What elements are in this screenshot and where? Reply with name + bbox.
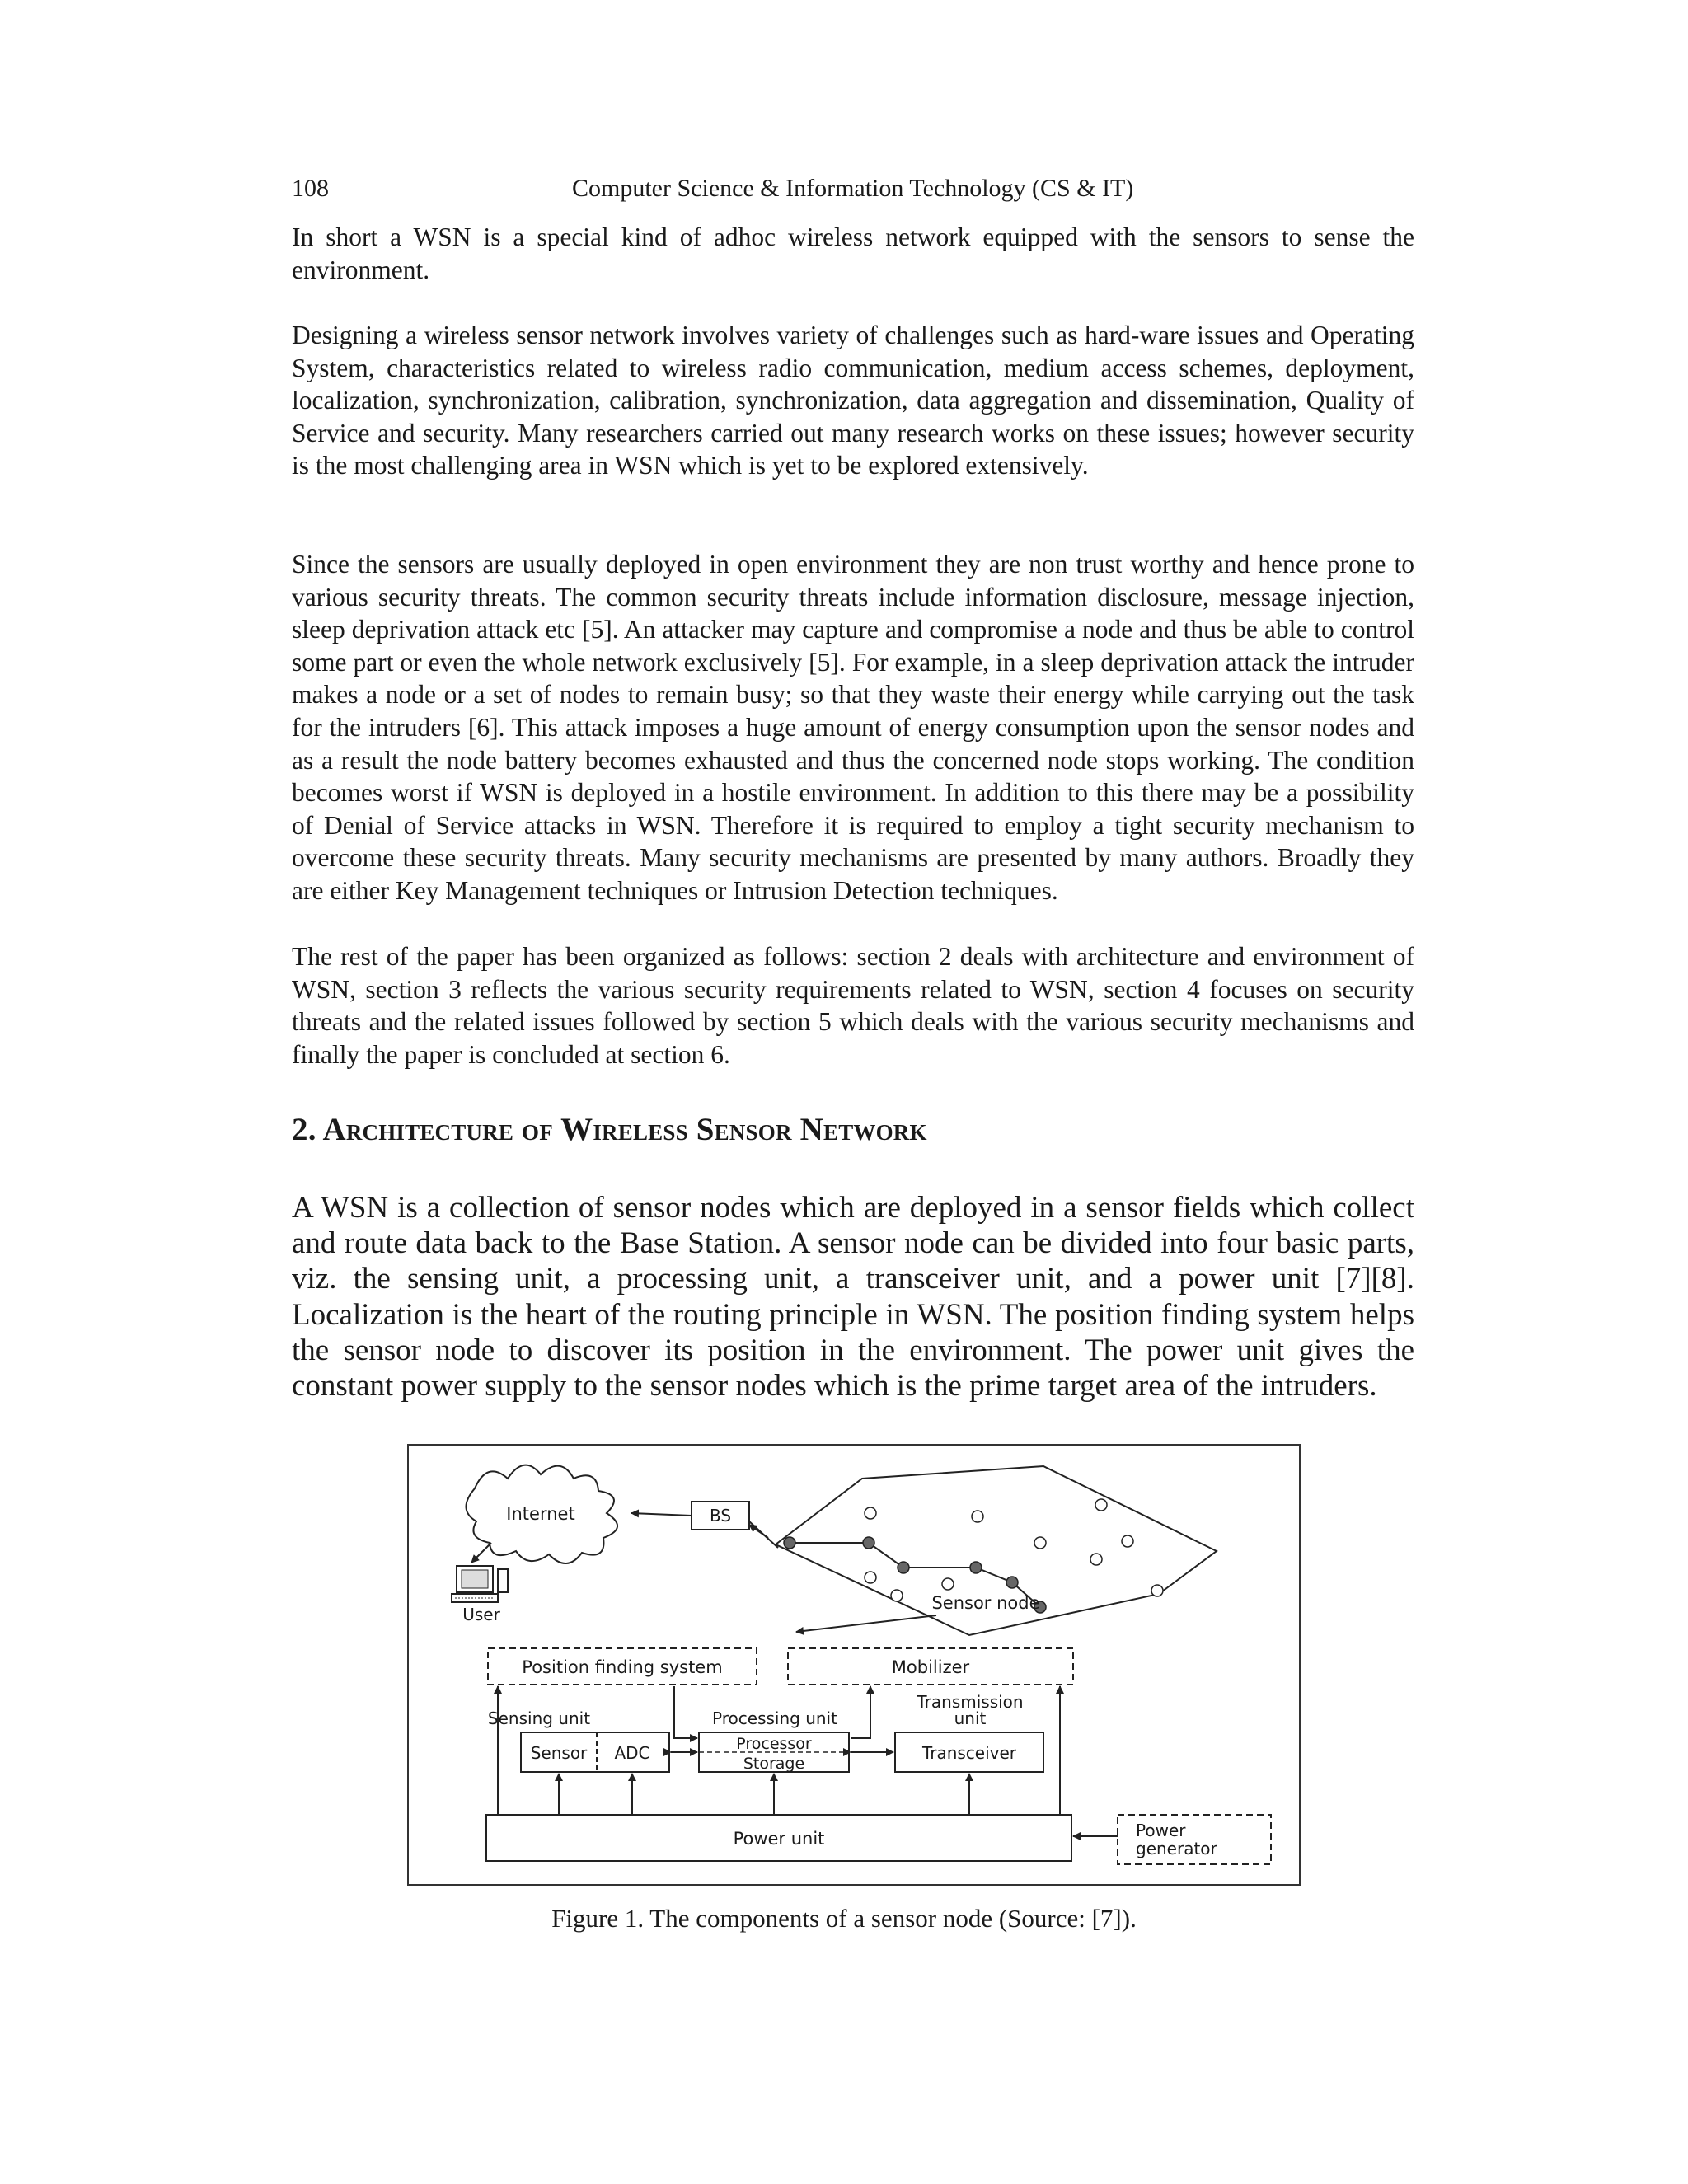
user-computer-icon bbox=[452, 1566, 508, 1602]
paragraph-1: In short a WSN is a special kind of adhoc wireless network equipped with the sensors to sense the environment. bbox=[292, 223, 1414, 284]
paragraph-4: The rest of the paper has been organized as follows: section 2 deals with architecture and environment of WSN, section 3 reflects the various security requirements related to WSN, section 4 focuses on security threats and the related issues followed by section 5 which deals with the various security mechanisms and finally the paper is concluded at section 6. bbox=[292, 942, 1414, 1069]
processing-to-mobilizer-arrow bbox=[851, 1686, 870, 1738]
sensor-node-arrow bbox=[796, 1615, 936, 1632]
page-number: 108 bbox=[292, 175, 329, 202]
paragraph-5: A WSN is a collection of sensor nodes which are deployed in a sensor fields which collect and route data back to the Base Station. A sensor node can be divided into four basic parts, viz. the sensing unit, a processing unit, a transceiver unit, and a power unit [7][8]. Localization is the heart of the routing principle in WSN. The position finding system helps the sensor node to discover its position in the environment. The power unit gives the constant power supply to the sensor nodes which is the prime target area of the intruders. bbox=[292, 1191, 1414, 1404]
figure-diagram bbox=[409, 1446, 1302, 1887]
section-heading: 2. Architecture of Wireless Sensor Network bbox=[292, 1112, 927, 1147]
sensor-node-empty bbox=[1122, 1535, 1133, 1547]
user-label: User bbox=[462, 1605, 500, 1624]
figure-caption: Figure 1. The components of a sensor node (Source: [7]). bbox=[551, 1904, 1137, 1933]
sensor-node-empty bbox=[865, 1572, 876, 1583]
sensor-node-figure bbox=[407, 1444, 1301, 1886]
field-to-bs-arrow bbox=[749, 1525, 768, 1538]
internet-to-user-arrow bbox=[471, 1543, 491, 1563]
internet-label: Internet bbox=[506, 1504, 575, 1524]
bs-to-internet-arrow bbox=[631, 1513, 692, 1516]
paragraph-2: Designing a wireless sensor network involves variety of challenges such as hard-ware issues and Operating System, characteristics related to wireless radio communication, medium access schemes, deployment, localization, synchronization, calibration, synchronization, data aggregation and dissemination, Quality of Service and security. Many researchers carried out many research works on these issues; however security is the most challenging area in WSN which is yet to be explored extensively. bbox=[292, 321, 1414, 480]
sensor-node-empty bbox=[972, 1511, 983, 1522]
sensor-node-filled bbox=[898, 1562, 909, 1573]
transmission-unit-label-1: Transmission bbox=[917, 1692, 1024, 1712]
processing-unit-label: Processing unit bbox=[712, 1708, 837, 1728]
sensor-node-empty bbox=[1095, 1499, 1107, 1511]
sensor-node-empty bbox=[1090, 1554, 1102, 1565]
sensor-node-empty bbox=[891, 1590, 903, 1601]
mobilizer-label: Mobilizer bbox=[891, 1657, 970, 1677]
running-header bbox=[292, 175, 1414, 208]
bs-label: BS bbox=[709, 1506, 732, 1526]
journal-title: Computer Science & Information Technology (CS & IT) bbox=[572, 175, 1134, 202]
sensor-node-label: Sensor node bbox=[931, 1593, 1040, 1613]
sensor-label: Sensor bbox=[530, 1743, 588, 1763]
paragraph-3: Since the sensors are usually deployed in open environment they are non trust worthy and hence prone to various security threats. The common security threats include information disclosure, message injection, sleep deprivation attack etc [5]. An attacker may capture and compromise a node and thus be able to control some part or even the whole network exclusively [5]. For example, in a sleep deprivation attack the intruder makes a node or a set of nodes to remain busy; so that they waste their energy while carrying out the task for the intruders [6]. This attack imposes a huge amount of energy consumption upon the sensor nodes and as a result the node battery becomes exhausted and thus the concerned node stops working. The condition becomes worst if WSN is deployed in a hostile environment. In addition to this there may be a possibility of Denial of Service attacks in WSN. Therefore it is required to employ a tight security mechanism to overcome these security threats. Many security mechanisms are presented by many authors. Broadly they are either Key Management techniques or Intrusion Detection techniques. bbox=[292, 550, 1414, 905]
sensor-node-empty bbox=[1151, 1585, 1163, 1596]
sensor-node-filled bbox=[784, 1537, 795, 1549]
storage-label: Storage bbox=[743, 1755, 805, 1773]
power-unit-label: Power unit bbox=[733, 1829, 825, 1849]
power-generator-label-1: Power bbox=[1136, 1821, 1186, 1840]
transceiver-label: Transceiver bbox=[921, 1743, 1017, 1763]
sensor-node-empty bbox=[865, 1507, 876, 1519]
sensor-node-empty bbox=[942, 1578, 954, 1590]
sensor-node-filled bbox=[1006, 1577, 1018, 1588]
processor-label: Processor bbox=[736, 1735, 812, 1753]
power-generator-label-2: generator bbox=[1136, 1839, 1217, 1858]
position-finding-label: Position finding system bbox=[522, 1657, 723, 1677]
sensor-node-filled bbox=[970, 1562, 982, 1573]
sensor-node-empty bbox=[1034, 1537, 1046, 1549]
transmission-unit-label-2: unit bbox=[954, 1708, 987, 1728]
sensing-unit-label: Sensing unit bbox=[487, 1708, 591, 1728]
position-to-processing-arrow bbox=[674, 1686, 697, 1738]
sensor-node-filled bbox=[863, 1537, 874, 1549]
adc-label: ADC bbox=[614, 1743, 650, 1763]
